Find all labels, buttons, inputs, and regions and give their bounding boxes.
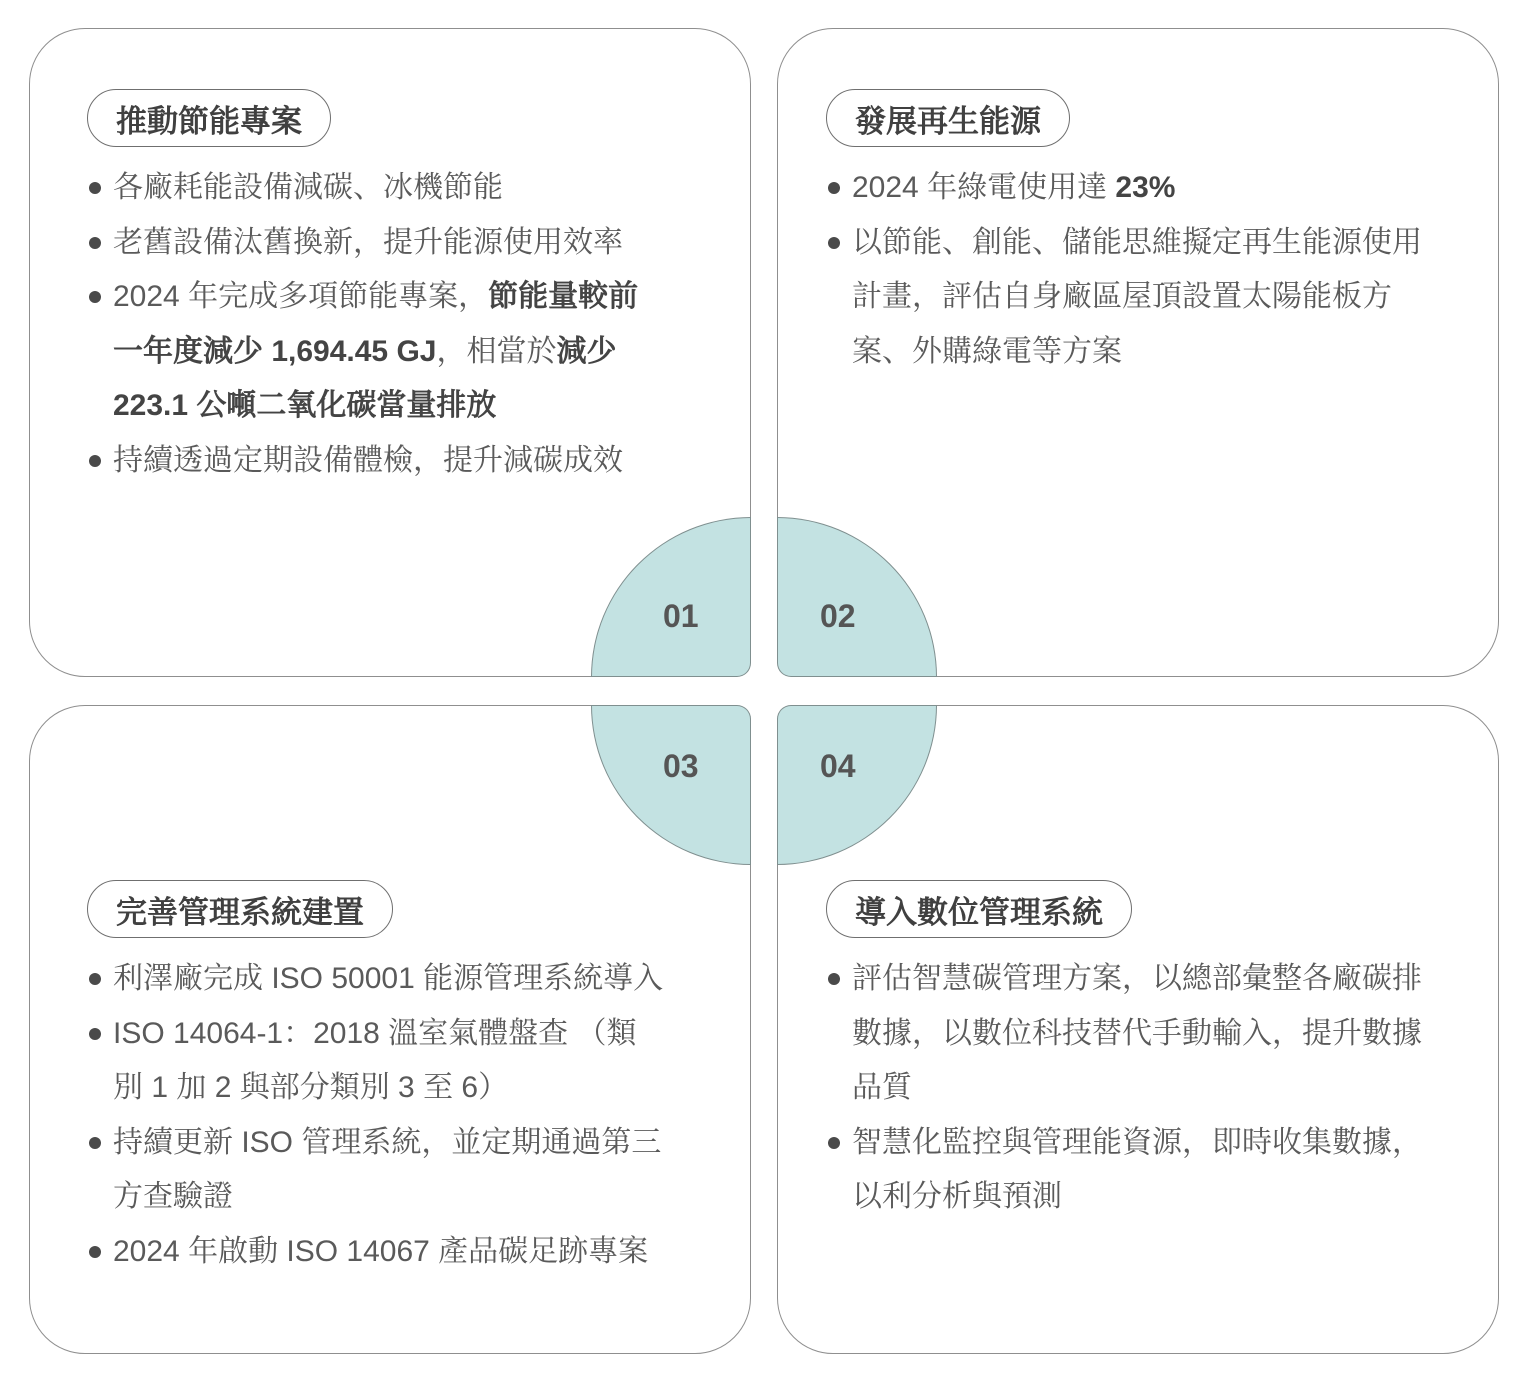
bullet-dot-icon (89, 182, 101, 194)
bullet-text: 老舊設備汰舊換新，提升能源使用效率 (113, 225, 623, 259)
quadrant-3-title: 完善管理系統建置 (87, 880, 393, 938)
quadrant-1-bullet-list (87, 161, 665, 488)
bullet-bold-text: 節能量較前一年度減少 1,694.45 GJ (113, 280, 639, 368)
quadrant-2-bullet-list (826, 161, 1431, 379)
bullet-dot-icon (89, 1246, 101, 1258)
bullet-dot-icon (89, 291, 101, 303)
bullet-text: 持續更新 ISO 管理系統，並定期通過第三方查驗證 (113, 1125, 662, 1213)
bullet-text: 利澤廠完成 ISO 50001 能源管理系統導入 (113, 962, 664, 995)
bullet-text: 智慧化監控與管理能資源，即時收集數據，以利分析與預測 (852, 1125, 1422, 1213)
bullet-item (87, 952, 665, 1007)
bullet-dot-icon (828, 1137, 840, 1149)
quadrant-1-number: 01 (663, 598, 699, 634)
bullet-dot-icon (89, 973, 101, 985)
quadrant-1-title: 推動節能專案 (87, 89, 331, 147)
bullet-dot-icon (828, 182, 840, 194)
quadrant-4-number: 04 (820, 748, 856, 784)
bullet-bold-text: 23% (1115, 171, 1176, 204)
bullet-text: 2024 年完成多項節能專案， (113, 280, 489, 313)
bullet-dot-icon (828, 237, 840, 249)
bullet-bold-text: 減少 223.1 公噸二氧化碳當量排放 (113, 334, 617, 422)
bullet-text: 2024 年綠電使用達 (852, 171, 1116, 204)
bullet-text: 評估智慧碳管理方案，以總部彙整各廠碳排數據，以數位科技替代手動輸入，提升數據品質 (852, 962, 1422, 1104)
bullet-item (826, 216, 1431, 380)
bullet-item (87, 434, 665, 489)
quadrant-4-title: 導入數位管理系統 (826, 880, 1132, 938)
bullet-item (826, 1116, 1431, 1225)
bullet-text: ，相當於 (436, 334, 557, 368)
quadrant-4-bullet-list (826, 952, 1431, 1225)
bullet-text: 持續透過定期設備體檢，提升減碳成效 (113, 443, 623, 477)
bullet-item (87, 270, 665, 434)
bullet-text: ISO 14064-1：2018 溫室氣體盤查 （類別 1 加 2 與部分類別 3 至 6） (113, 1016, 637, 1104)
bullet-item (87, 1116, 665, 1225)
quadrant-3-bullet-list (87, 952, 665, 1279)
bullet-item (87, 161, 665, 216)
bullet-item (87, 1225, 665, 1280)
bullet-item (87, 216, 665, 271)
bullet-dot-icon (89, 237, 101, 249)
bullet-dot-icon (828, 973, 840, 985)
quadrant-3-number: 03 (663, 748, 699, 784)
bullet-text: 以節能、創能、儲能思維擬定再生能源使用計畫，評估自身廠區屋頂設置太陽能板方案、外購綠電等方案 (852, 225, 1422, 368)
bullet-text: 各廠耗能設備減碳、冰機節能 (113, 171, 503, 204)
bullet-item (826, 161, 1431, 216)
bullet-dot-icon (89, 1137, 101, 1149)
bullet-dot-icon (89, 1028, 101, 1040)
bullet-dot-icon (89, 455, 101, 467)
quadrant-2-number: 02 (820, 598, 856, 634)
bullet-item (87, 1007, 665, 1116)
bullet-item (826, 952, 1431, 1116)
quadrant-2-title: 發展再生能源 (826, 89, 1070, 147)
bullet-text: 2024 年啟動 ISO 14067 產品碳足跡專案 (113, 1234, 649, 1268)
